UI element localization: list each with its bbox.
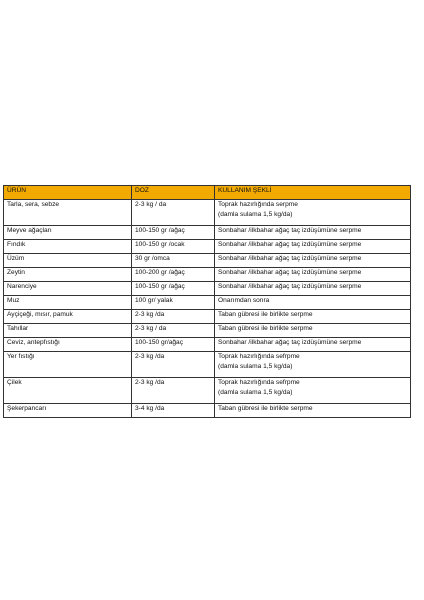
table-header-row: [4, 186, 411, 200]
cell-urun: Üzüm: [4, 254, 132, 268]
cell-kullanim: [215, 352, 411, 378]
cell-kullanim: Onarımdan sonra: [215, 296, 411, 310]
cell-kullanim: Taban gübresi ile birlikte serpme: [215, 404, 411, 418]
cell-doz: 100-150 gr /ağaç: [132, 226, 215, 240]
cell-kullanim: Sonbahar /ilkbahar ağaç taç izdüşümüne serpme: [215, 282, 411, 296]
cell-kullanim-line: (damla sulama 1,5 kg/da): [218, 362, 293, 370]
table-row: [4, 352, 411, 378]
cell-kullanim: Sonbahar /ilkbahar ağaç taç izdüşümüne serpme: [215, 226, 411, 240]
cell-kullanim: Sonbahar /ilkbahar ağaç taç izdüşümüne serpme: [215, 338, 411, 352]
cell-kullanim: Sonbahar /ilkbahar ağaç taç izdüşümüne serpme: [215, 268, 411, 282]
cell-kullanim: Taban gübresi ile birlikte serpme: [215, 324, 411, 338]
cell-urun: Ayçiçeği, mısır, pamuk: [4, 310, 132, 324]
cell-urun: Çilek: [4, 378, 132, 404]
cell-kullanim-line: Toprak hazırlığında sefrpme: [218, 353, 300, 360]
cell-urun: Şekerpancarı: [4, 404, 132, 418]
cell-doz: 2-3 kg / da: [132, 200, 215, 226]
cell-urun: Yer fıstığı: [4, 352, 132, 378]
cell-kullanim: [215, 200, 411, 226]
cell-doz: 3-4 kg /da: [132, 404, 215, 418]
cell-urun: Tarla, sera, sebze: [4, 200, 132, 226]
cell-doz: 100-150 gr /ağaç: [132, 282, 215, 296]
cell-doz: 100-200 gr /ağaç: [132, 268, 215, 282]
cell-kullanim-line: Toprak hazırlığında serpme: [218, 201, 298, 208]
cell-urun: Ceviz, antepfıstığı: [4, 338, 132, 352]
header-doz: DOZ: [132, 186, 215, 200]
cell-kullanim-line: (damla sulama 1,5 kg/da): [218, 388, 293, 396]
table-row: [4, 324, 411, 338]
cell-doz: 2-3 kg /da: [132, 310, 215, 324]
cell-urun: Tahıllar: [4, 324, 132, 338]
table-row: [4, 254, 411, 268]
cell-urun: Zeytin: [4, 268, 132, 282]
table-row: [4, 296, 411, 310]
table-row: [4, 268, 411, 282]
cell-urun: Muz: [4, 296, 132, 310]
header-kullanim: KULLANIM ŞEKLİ: [215, 186, 411, 200]
cell-kullanim: Taban gübresi ile birlikte serpme: [215, 310, 411, 324]
table-row: [4, 404, 411, 418]
cell-kullanim: [215, 378, 411, 404]
cell-doz: 30 gr /omca: [132, 254, 215, 268]
table-row: [4, 310, 411, 324]
table-row: [4, 240, 411, 254]
cell-kullanim-line: Toprak hazırlığında sefrpme: [218, 379, 300, 386]
cell-urun: Fındık: [4, 240, 132, 254]
cell-kullanim-line: (damla sulama 1,5 kg/da): [218, 210, 293, 218]
table-row: [4, 226, 411, 240]
cell-doz: 100 gr/ yalak: [132, 296, 215, 310]
cell-doz: 2-3 kg / da: [132, 324, 215, 338]
cell-kullanim: Sonbahar /ilkbahar ağaç taç izdüşümüne serpme: [215, 240, 411, 254]
table-row: [4, 282, 411, 296]
header-urun: ÜRÜN: [4, 186, 132, 200]
cell-doz: 100-150 gr /ocak: [132, 240, 215, 254]
table-row: [4, 338, 411, 352]
table-row: [4, 378, 411, 404]
table-row: [4, 200, 411, 226]
cell-doz: 2-3 kg /da: [132, 378, 215, 404]
cell-doz: 100-150 gr/ağaç: [132, 338, 215, 352]
cell-doz: 2-3 kg /da: [132, 352, 215, 378]
cell-urun: Meyve ağaçları: [4, 226, 132, 240]
cell-urun: Narenciye: [4, 282, 132, 296]
cell-kullanim: Sonbahar /ilkbahar ağaç taç izdüşümüne serpme: [215, 254, 411, 268]
usage-table: [3, 185, 411, 418]
